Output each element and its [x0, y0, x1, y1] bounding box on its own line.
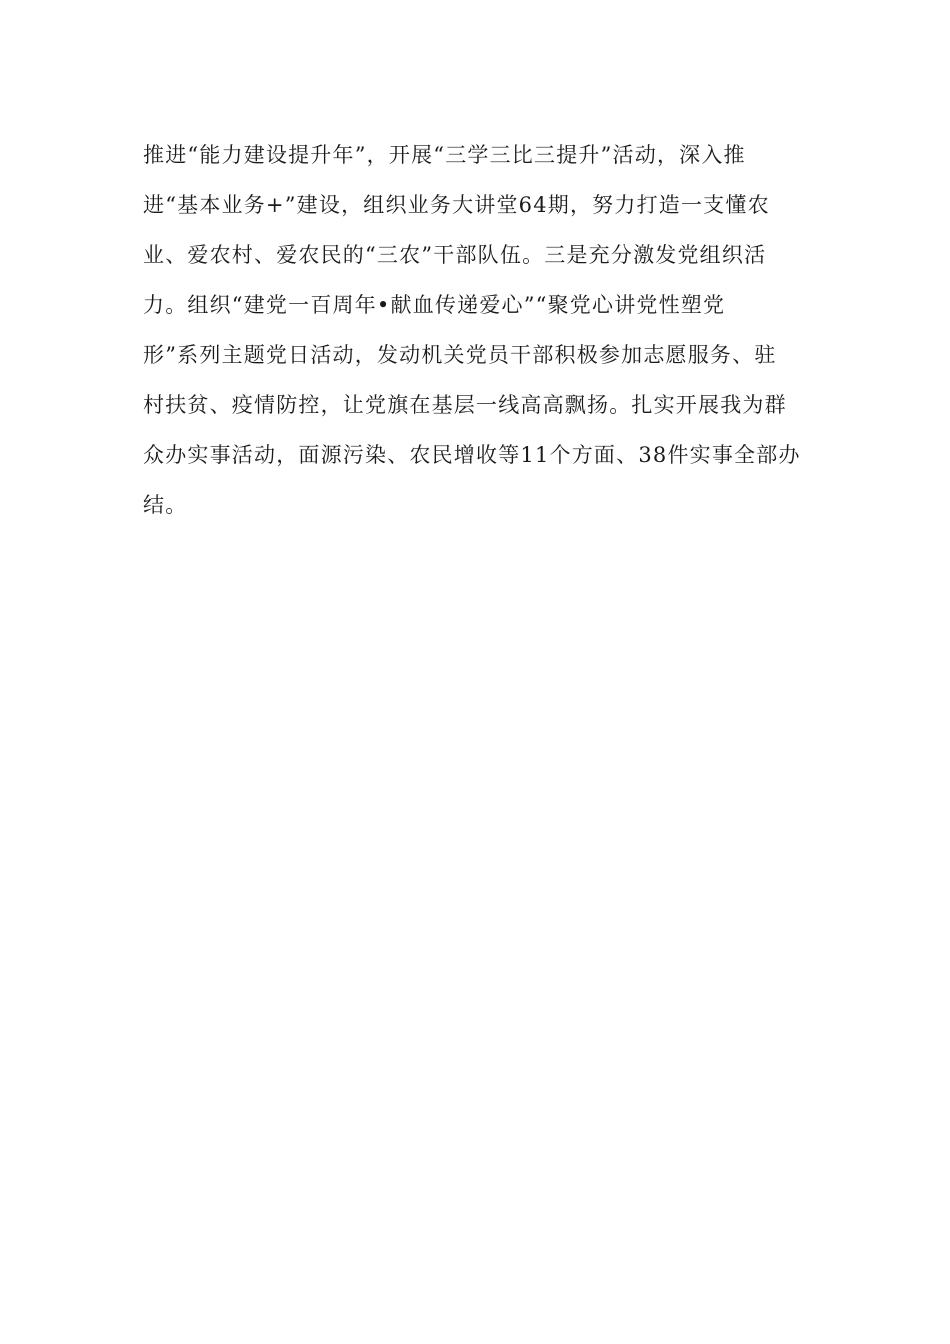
paragraph-line: 力。组织“建党一百周年•献血传递爱心”“聚党心讲党性塑党	[143, 293, 726, 317]
paragraph-line: 众办实事活动，面源污染、农民增收等11个方面、38件实事全部办	[143, 443, 801, 467]
body-paragraph	[143, 130, 823, 530]
paragraph-line: 推进“能力建设提升年”，开展“三学三比三提升”活动，深入推	[143, 143, 746, 167]
paragraph-line: 业、爱农村、爱农民的“三农”干部队伍。三是充分激发党组织活	[143, 243, 767, 267]
paragraph-line: 结。	[143, 493, 188, 517]
paragraph-line: 村扶贫、疫情防控，让党旗在基层一线高高飘扬。扎实开展我为群	[143, 393, 787, 417]
paragraph-line: 形”系列主题党日活动，发动机关党员干部积极参加志愿服务、驻	[143, 343, 777, 367]
paragraph-line: 进“基本业务+”建设，组织业务大讲堂64期，努力打造一支懂农	[143, 193, 770, 217]
